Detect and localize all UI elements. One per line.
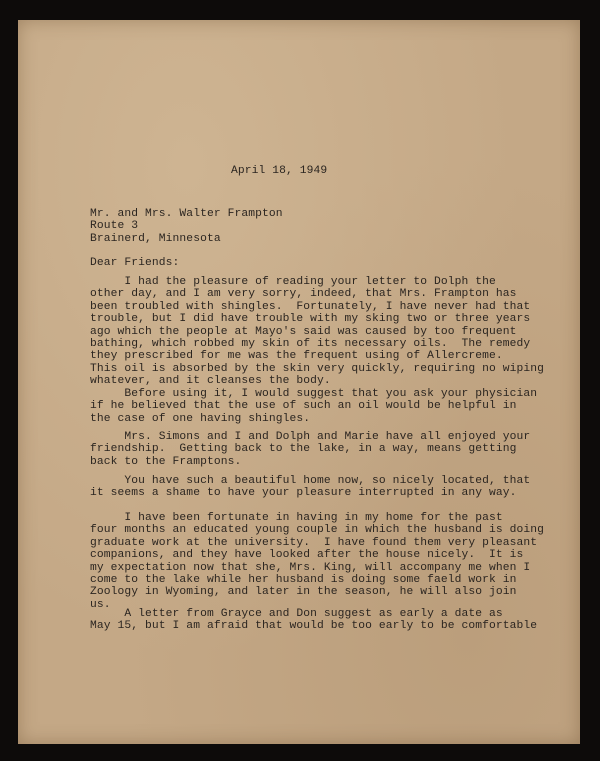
- paragraph-line: companions, and they have looked after the house nicely. It is: [90, 549, 524, 562]
- address-line: Mr. and Mrs. Walter Frampton: [90, 208, 283, 220]
- paragraph-line: it seems a shame to have your pleasure interrupted in any way.: [90, 487, 517, 500]
- paragraph-physician: [90, 388, 537, 425]
- address-line: Route 3: [90, 220, 139, 233]
- paragraph-line: May 15, but I am afraid that would be too early to be comfortable: [90, 620, 538, 633]
- paragraph-line: Zoology in Wyoming, and later in the season, he will also join: [90, 586, 517, 599]
- paragraph-line: us.: [90, 598, 111, 611]
- letter-date: April 18, 1949: [231, 165, 328, 177]
- paragraph-line: Mrs. Simons and I and Dolph and Marie have all enjoyed your: [90, 431, 531, 443]
- paragraph-line: bathing, which robbed my skin of its necessary oils. The remedy: [90, 338, 531, 351]
- paragraph-line: they prescribed for me was the frequent using of Allercreme.: [90, 350, 503, 363]
- paragraph-line: whatever, and it cleanses the body.: [90, 375, 331, 388]
- paragraph-line: been troubled with shingles. Fortunately, I have never had that: [90, 300, 531, 313]
- paragraph-line: other day, and I am very sorry, indeed, that Mrs. Frampton has: [90, 288, 517, 301]
- paragraph-line: the case of one having shingles.: [90, 412, 311, 425]
- salutation: Dear Friends:: [90, 257, 180, 269]
- paragraph-line: ago which the people at Mayo's said was caused by too frequent: [90, 325, 517, 338]
- paragraph-line: Before using it, I would suggest that you ask your physician: [90, 388, 538, 400]
- paragraph-line: my expectation now that she, Mrs. King, will accompany me when I: [90, 561, 531, 574]
- paragraph-line: I had the pleasure of reading your letter to Dolph the: [90, 276, 496, 288]
- paragraph-line: trouble, but I did have trouble with my sking two or three years: [90, 313, 531, 326]
- paragraph-line: friendship. Getting back to the lake, in a way, means getting: [90, 443, 517, 456]
- paragraph-home: [90, 475, 530, 500]
- paragraph-line: if he believed that the use of such an oil would be helpful in: [90, 400, 517, 413]
- paragraph-grayce-don: [90, 608, 537, 633]
- paragraph-line: four months an educated young couple in which the husband is doing: [90, 524, 545, 537]
- paragraph-line: graduate work at the university. I have found them very pleasant: [90, 536, 538, 549]
- paragraph-line: back to the Framptons.: [90, 455, 242, 468]
- paragraph-young-couple: [90, 512, 544, 611]
- paragraph-shingles: [90, 276, 544, 388]
- paragraph-line: I have been fortunate in having in my home for the past: [90, 512, 503, 524]
- address-line: Brainerd, Minnesota: [90, 232, 221, 245]
- paragraph-line: A letter from Grayce and Don suggest as early a date as: [90, 608, 503, 620]
- paragraph-line: come to the lake while her husband is doing some faeld work in: [90, 574, 517, 587]
- paragraph-line: This oil is absorbed by the skin very quickly, requiring no wiping: [90, 362, 545, 375]
- paragraph-friendship: [90, 431, 530, 468]
- recipient-address: [90, 208, 283, 245]
- paragraph-line: You have such a beautiful home now, so nicely located, that: [90, 475, 531, 487]
